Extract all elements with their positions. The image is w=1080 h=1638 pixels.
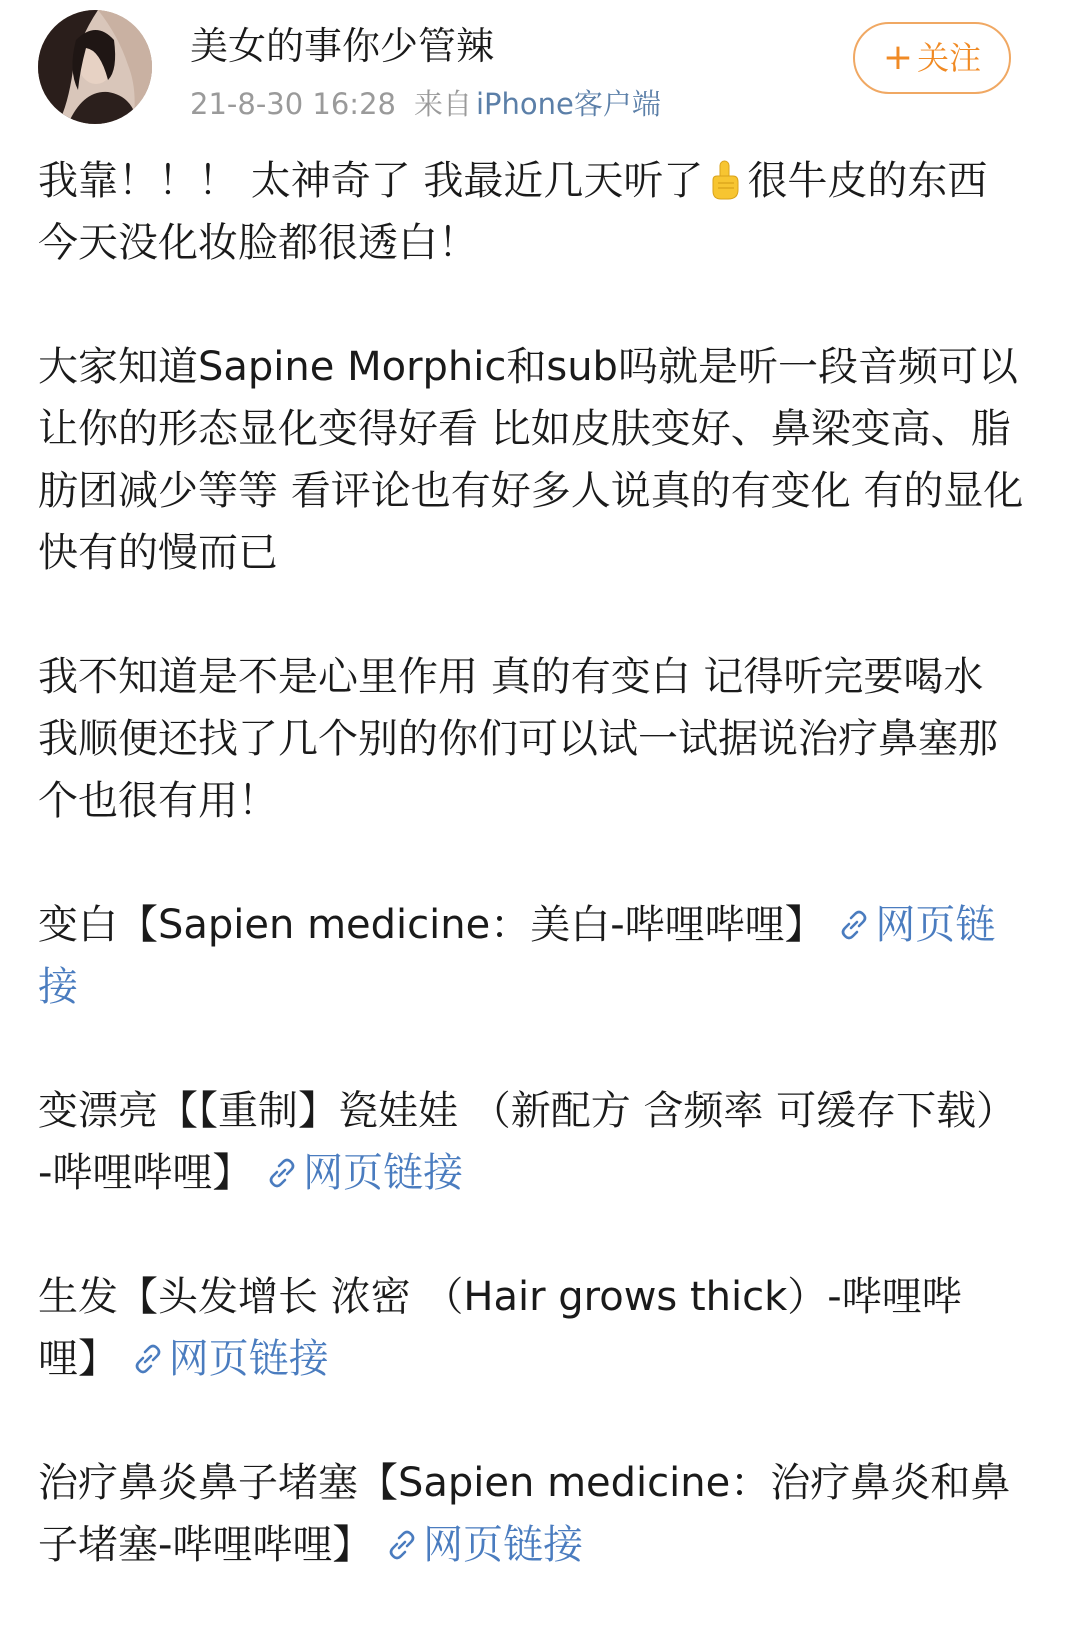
list-item (38, 1452, 1028, 1576)
link-icon (131, 1342, 165, 1376)
pointing-up-emoji-icon (703, 158, 747, 202)
list-item (38, 1080, 1028, 1204)
web-link-label: 网页链接 (38, 902, 996, 1010)
item-title: 治疗鼻炎鼻子堵塞【Sapien medicine：治疗鼻炎和鼻子堵塞-哔哩哔哩】 (38, 1460, 1011, 1568)
intro-text-b: 很牛皮的东西 今天没化妆脸都很透白！ (38, 158, 988, 266)
paragraph-explanation: 大家知道Sapine Morphic和sub吗就是听一段音频可以让你的形态显化变得好看 比如皮肤变好、鼻梁变高、脂肪团减少等等 看评论也有好多人说真的有变化 有的显化快有的慢而已 (38, 344, 1024, 576)
source-prefix: 来自 (413, 87, 472, 121)
follow-label: 关注 (917, 39, 982, 77)
username[interactable]: 美女的事你少管辣 (190, 24, 495, 68)
item-title: 变漂亮【【重制】瓷娃娃 （新配方 含频率 可缓存下载）-哔哩哔哩】 (38, 1088, 1017, 1196)
avatar-image (38, 10, 152, 124)
timestamp: 21-8-30 16:28 (190, 87, 396, 121)
web-link-label: 网页链接 (168, 1336, 329, 1382)
web-link[interactable] (265, 1150, 463, 1196)
list-item (38, 894, 1028, 1018)
plus-icon: + (882, 37, 914, 78)
post-header (0, 0, 1080, 140)
post-meta (190, 84, 661, 124)
post-content (38, 150, 1028, 1638)
web-link-label: 网页链接 (303, 1150, 464, 1196)
list-item (38, 1266, 1028, 1390)
item-title: 生发【头发增长 浓密 （Hair grows thick）-哔哩哔哩】 (38, 1274, 962, 1382)
link-icon (265, 1156, 299, 1190)
intro-text-a: 我靠！！！ 太神奇了 我最近几天听了 (38, 158, 704, 204)
link-icon (385, 1528, 419, 1562)
web-link[interactable] (385, 1522, 583, 1568)
item-title: 变白【Sapien medicine：美白-哔哩哔哩】 (38, 902, 825, 948)
web-link-label: 网页链接 (423, 1522, 584, 1568)
web-link[interactable] (131, 1336, 329, 1382)
link-icon (837, 908, 871, 942)
source-client-link[interactable]: iPhone客户端 (476, 87, 661, 121)
paragraph-experience: 我不知道是不是心里作用 真的有变白 记得听完要喝水 我顺便还找了几个别的你们可以试一试据说治疗鼻塞那个也很有用！ (38, 654, 998, 824)
follow-button[interactable] (853, 22, 1011, 94)
avatar[interactable] (38, 10, 152, 124)
paragraph-intro (38, 150, 1028, 274)
